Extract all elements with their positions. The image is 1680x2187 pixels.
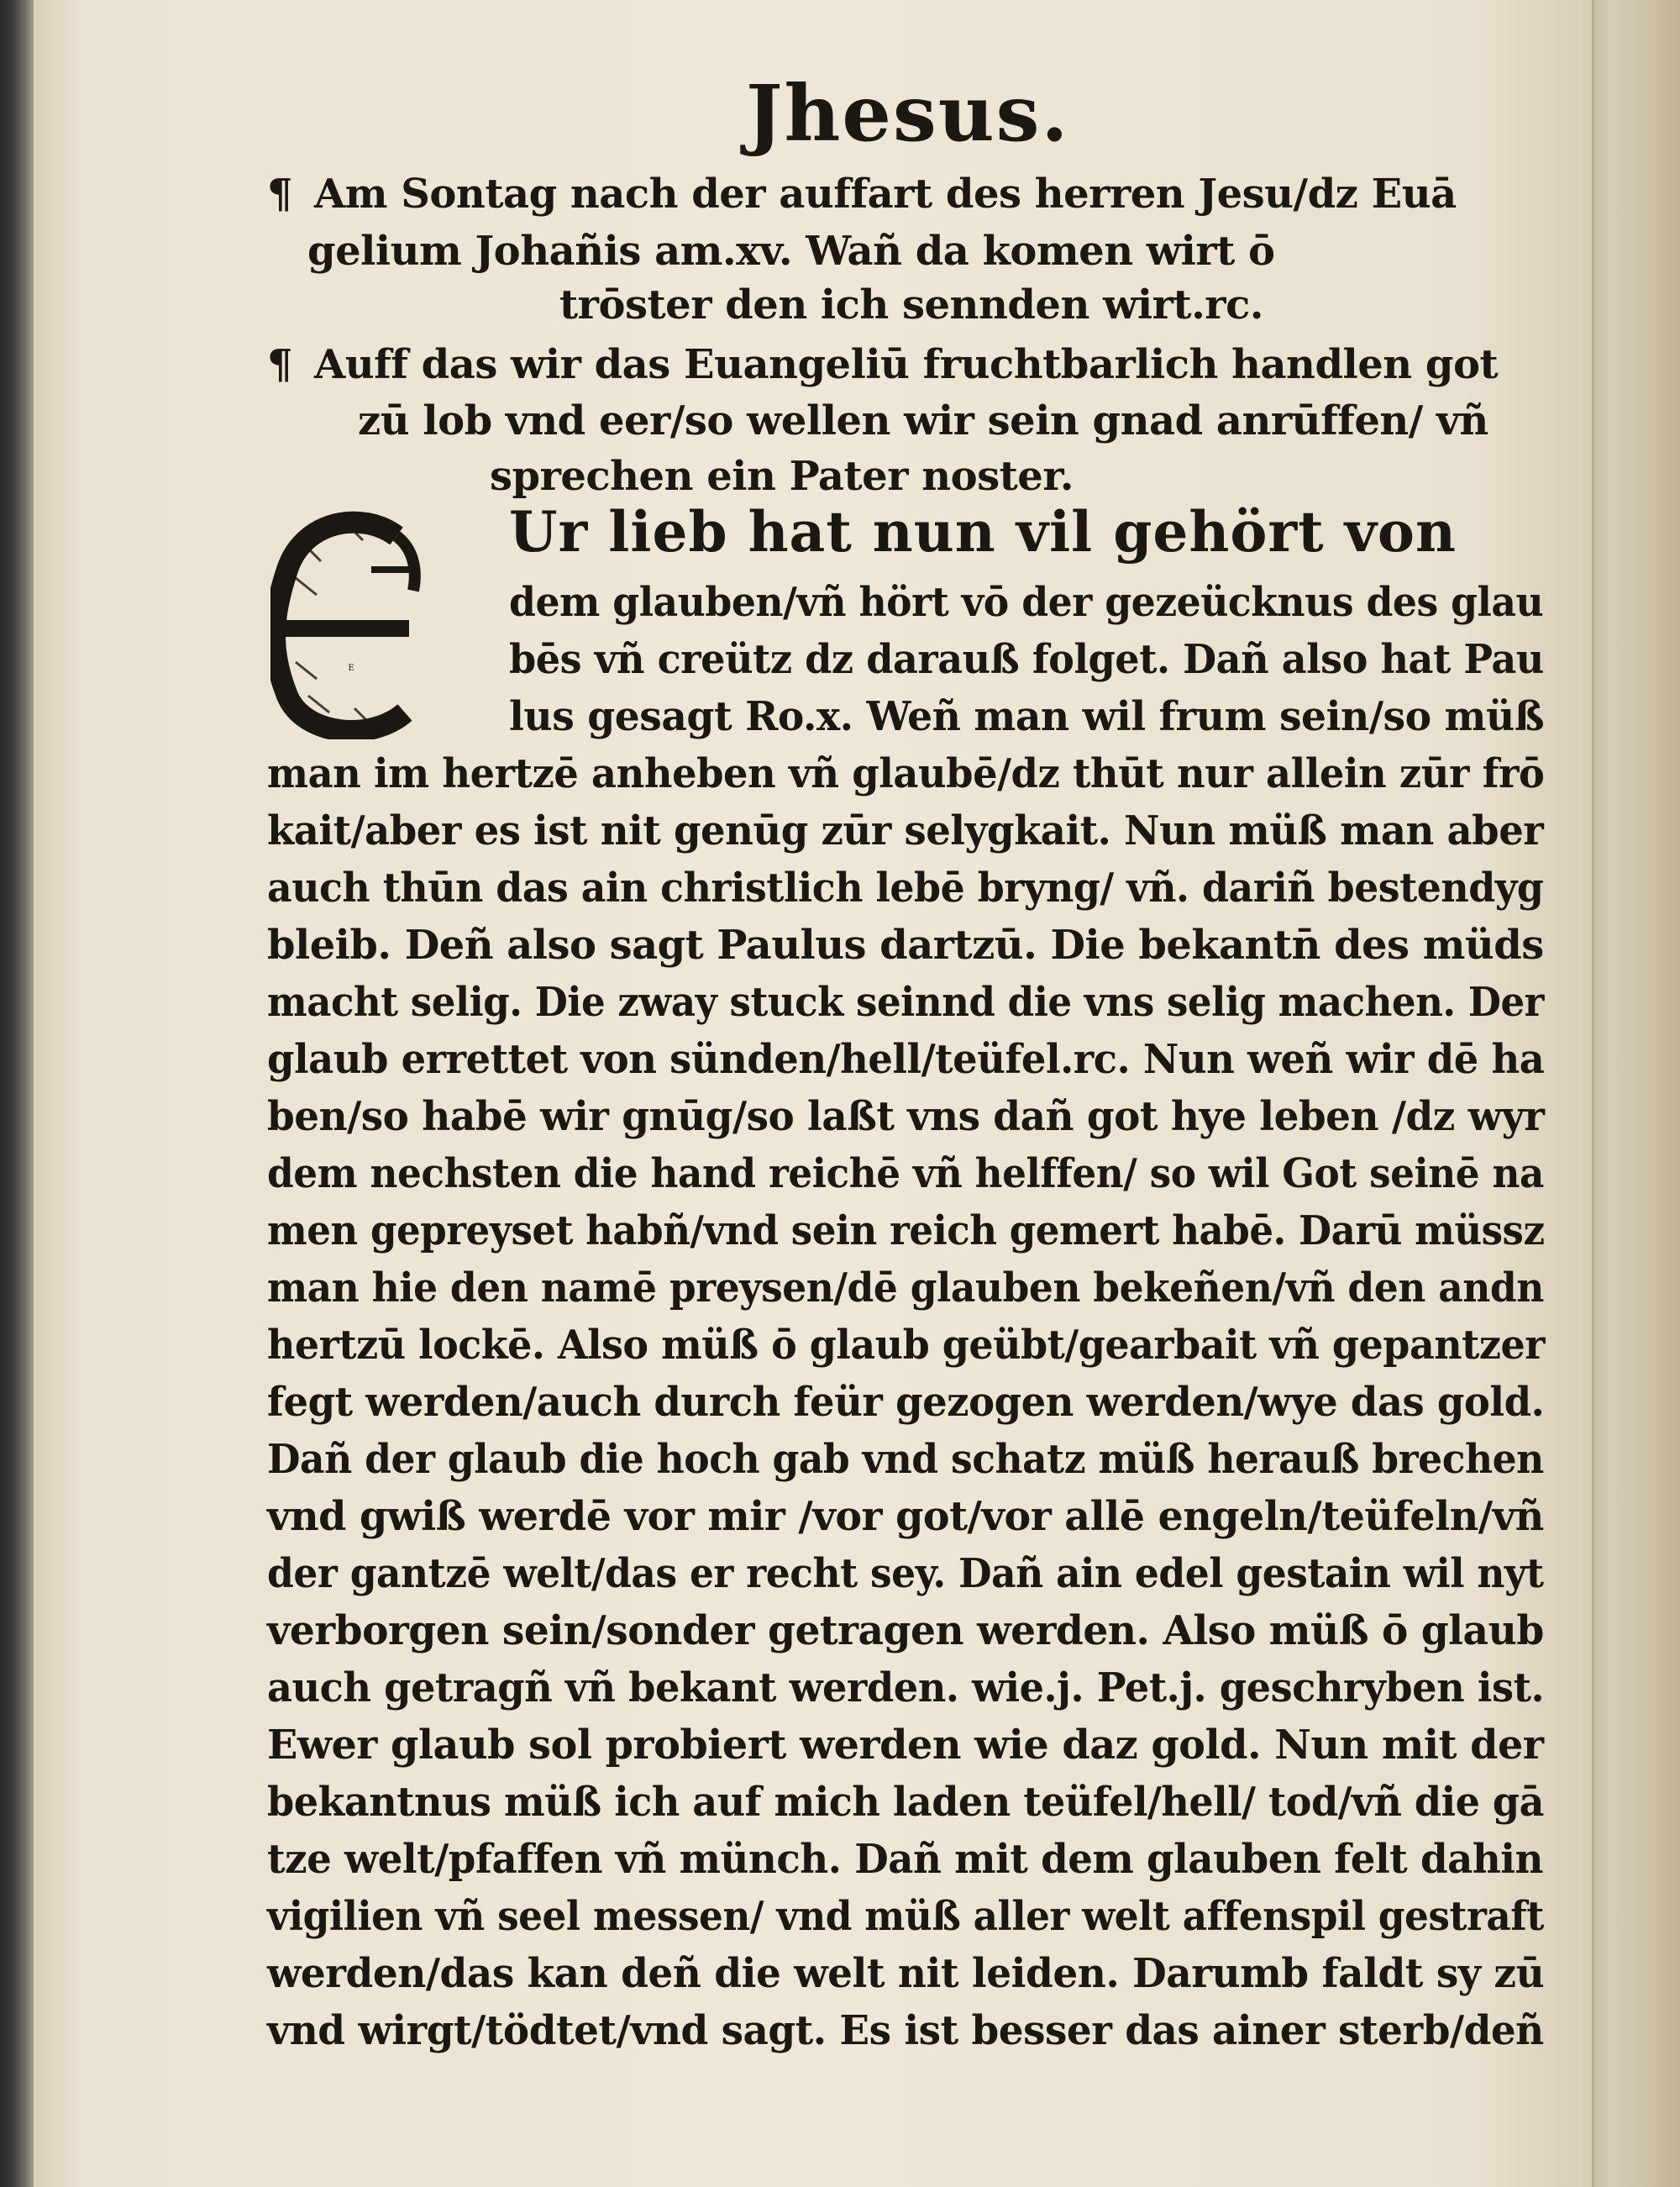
body-line: Dañ der glaub die hoch gab vnd schatz müß herauß brechen (267, 1436, 1544, 1483)
body-line: Ur lieb hat nun vil gehört von (509, 499, 1457, 565)
invocation-line: zū lob vnd eer/so wellen wir sein gnad anrūffen/ vñ (358, 397, 1488, 444)
body-line: men gepreyset habñ/vnd sein reich gemert habē. Darū müssz (267, 1207, 1545, 1254)
heading-line: gelium Johañis am.xv. Wañ da komen wirt ō (307, 228, 1275, 275)
body-line: dem nechsten die hand reichē vñ helffen/ so wil Got seinē na (267, 1150, 1544, 1197)
body-line: vigilien vñ seel messen/ vnd müß aller welt affenspil gestraft (267, 1893, 1544, 1940)
page-title: Jhesus. (746, 68, 1070, 159)
body-line: vnd wirgt/tödtet/vnd sagt. Es ist besser das ainer sterb/deñ (267, 2007, 1544, 2054)
book-binding-edge (0, 0, 34, 2187)
body-line: bleib. Deñ also sagt Paulus dartzū. Die bekantn̄ des müds (267, 922, 1544, 969)
body-line: bēs vñ creütz dz darauß folget. Dañ also hat Pau (509, 636, 1544, 683)
body-line: dem glauben/vñ hört vō der gezeücknus des glau (509, 579, 1544, 626)
body-line: auch getragñ vñ bekant werden. wie.j. Pet.j. geschryben ist. (267, 1664, 1545, 1711)
invocation-line: ¶ Auff das wir das Euangeliū fruchtbarlich handlen got (267, 341, 1499, 388)
body-line: der gantzē welt/das er recht sey. Dañ ain edel gestain wil nyt (267, 1550, 1544, 1597)
heading-line: ¶ Am Sontag nach der auffart des herren Jesu/dz Euā (267, 171, 1457, 218)
body-line: verborgen sein/sonder getragen werden. Also müß ō glaub (267, 1607, 1544, 1654)
body-line: hertzū lockē. Also müß ō glaub geübt/gearbait vñ gepantzer (267, 1322, 1545, 1369)
facing-page-edge (1592, 0, 1680, 2187)
pilcrow-icon: ¶ (267, 171, 293, 218)
body-line: Ewer glaub sol probiert werden wie daz gold. Nun mit der (267, 1722, 1544, 1769)
body-line: ben/so habē wir gnūg/so laßt vns dañ got hye leben /dz wyr (267, 1093, 1545, 1140)
body-line: lus gesagt Ro.x. Weñ man wil frum sein/so müß (509, 693, 1545, 740)
pilcrow-icon: ¶ (267, 341, 293, 388)
body-line: macht selig. Die zway stuck seinnd die vns selig machen. Der (267, 979, 1544, 1026)
heading-line: trōster den ich sennden wirt.rc. (559, 281, 1264, 329)
body-line: bekantnus müß ich auf mich laden teüfel/hell/ tod/vñ die gā (267, 1779, 1544, 1826)
body-line: man im hertzē anheben vñ glaubē/dz thūt nur allein zūr frō (267, 750, 1545, 797)
invocation-line: sprechen ein Pater noster. (490, 453, 1074, 500)
body-line: tze welt/pfaffen vñ münch. Dañ mit dem glauben felt dahin (267, 1836, 1543, 1883)
body-line: glaub errettet von sünden/hell/teüfel.rc. Nun weñ wir dē ha (267, 1036, 1545, 1083)
svg-text:E: E (348, 664, 354, 673)
body-line: werden/das kan deñ die welt nit leiden. Darumb faldt sy zū (267, 1950, 1545, 1997)
body-line: vnd gwiß werdē vor mir /vor got/vor allē engeln/teüfeln/vñ (267, 1493, 1544, 1540)
body-line: auch thūn das ain christlich lebē bryng/ vñ. dariñ bestendyg (267, 865, 1544, 912)
body-line: kait/aber es ist nit genūg zūr selygkait. Nun müß man aber (267, 807, 1544, 854)
body-line: fegt werden/auch durch feür gezogen werden/wye das gold. (267, 1379, 1545, 1426)
body-line: man hie den namē preysen/dē glauben bekeñen/vñ den andn (267, 1264, 1544, 1312)
page-text (267, 0, 1545, 2187)
initial-letter-E (270, 511, 432, 739)
